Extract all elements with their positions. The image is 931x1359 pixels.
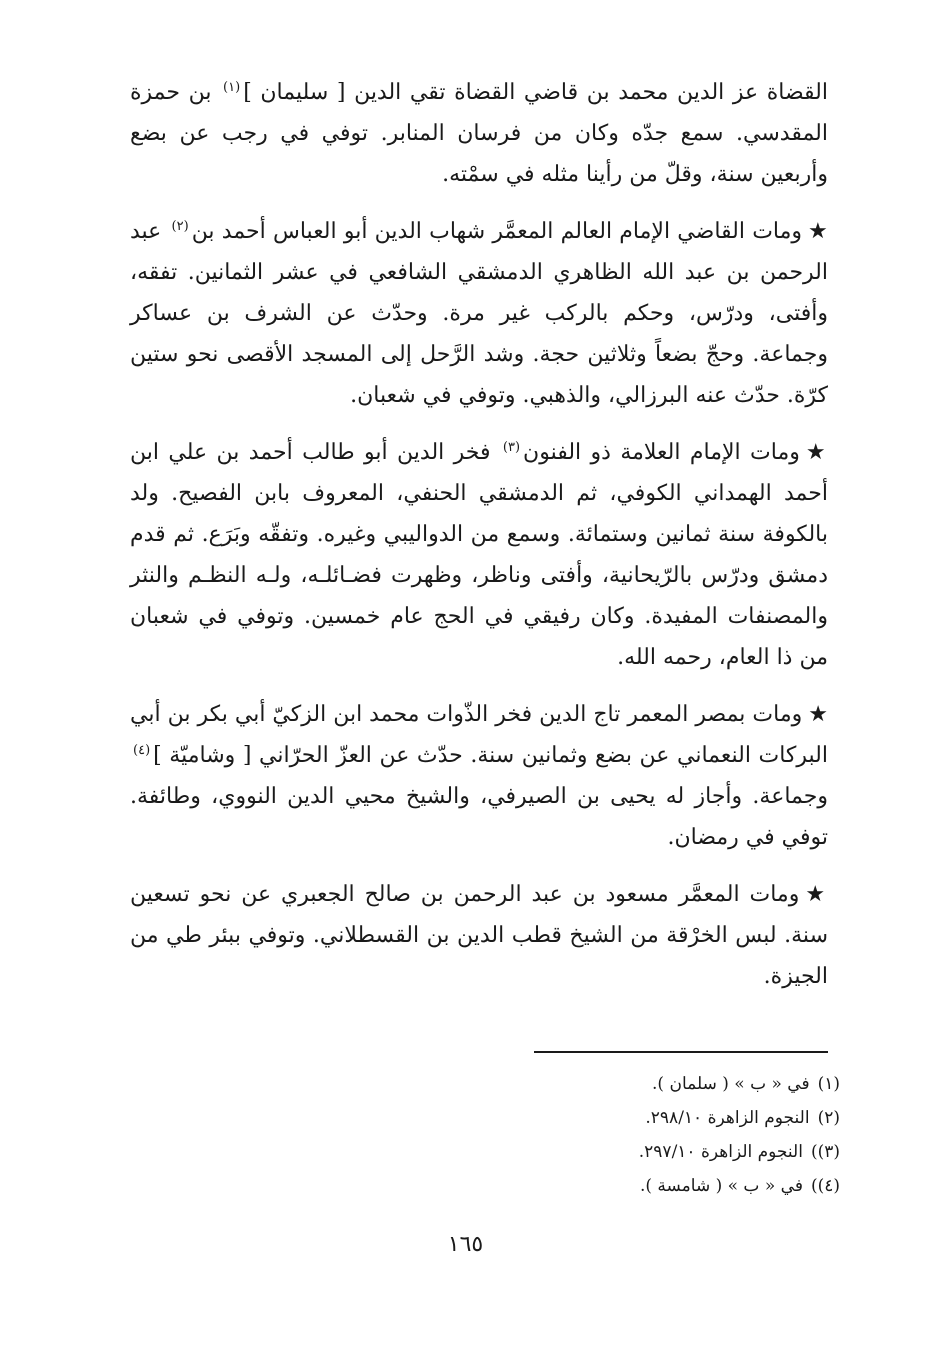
paragraph-text: عبد الرحمن بن عبد الله الظاهري الدمشقي الشافعي في عشر الثمانين. تفقه، وأفتى، ودرّس، وحكم بالركب غير مرة. وحدّث عن الشرف بن عساكر وجماعة. وحجّ بضعاً وثلاثين حجة. وشد الرَّحل إلى المسجد الأقصى نحو ستين كرّة. حدّث عنه البرزالي، والذهبي. وتوفي في شعبان. [130,219,828,408]
footnote-number: (٢) [817,1108,840,1128]
footnote-4 [430,1169,840,1203]
paragraph-5 [130,874,828,997]
footnote-text: في « ب » ( شامسة ). [639,1176,803,1196]
paragraph-2 [130,211,828,416]
footnote-text: النجوم الزاهرة ٢٩٨/١٠. [645,1108,810,1128]
star-bullet: ★ [805,440,828,465]
footnote-divider [534,1051,828,1053]
footnote-marker: (٣) [502,439,521,455]
star-bullet: ★ [808,219,828,244]
paragraph-text: ومات القاضي الإمام العالم المعمَّر شهاب الدين أبو العباس أحمد بن [191,219,803,244]
paragraph-text: وجماعة. وأجاز له يحيى بن الصيرفي، والشيخ محيي الدين النووي، وطائفة. توفي في رمضان. [130,784,828,850]
paragraph-text: القضاة عز الدين محمد بن قاضي القضاة تقي الدين [ سليمان ] [243,80,828,105]
paragraph-4 [130,694,828,858]
footnote-text: في « ب » ( سلمان ). [652,1074,810,1094]
paragraph-text: بن حمزة المقدسي. سمع جدّه وكان من فرسان المنابر. توفي في رجب عن بضع وأربعين سنة، وقلّ من رأينا مثله في سمْته. [130,80,828,187]
star-bullet: ★ [808,702,828,727]
footnote-text: النجوم الزاهرة ٢٩٧/١٠. [638,1142,803,1162]
main-text [130,72,828,1013]
footnote-marker: (١) [223,79,241,95]
footnote-1 [430,1067,840,1101]
paragraph-text: فخر الدين أبو طالب أحمد بن علي ابن أحمد الهمداني الكوفي، ثم الدمشقي الحنفي، المعروف بابن الفصيح. ولد بالكوفة سنة ثمانين وستمائة. وسمع من الدواليبي وغيره. وتفقّه وبَرَع. ثم قدم دمشق ودرّس بالرّيحانية، وأفتى وناظر، وظهرت فضـائلـه، ولـه النظـم والنثر والمصنفات المفيدة. وكان رفيقي في الحج عام خمسين. وتوفي في شعبان من ذا العام، رحمه الله. [130,440,828,670]
footnote-number: (٣)) [810,1142,840,1162]
footnote-marker: (٢) [171,218,189,234]
paragraph-text: ومات الإمام العلامة ذو الفنون [523,440,800,465]
paragraph-text: ومات بمصر المعمر تاج الدين فخر الذّوات محمد ابن الزكيّ أبي بكر بن أبي البركات النعماني عن بضع وثمانين سنة. حدّث عن العزّ الحرّاني [ وشاميّة ] [130,702,828,768]
paragraph-1 [130,72,828,195]
footnote-number: (٤)) [810,1176,840,1196]
footnote-marker: (٤) [133,742,151,758]
paragraph-text: ومات المعمَّر مسعود بن عبد الرحمن بن صالح الجعبري عن نحو تسعين سنة. لبس الخرْقة من الشيخ قطب الدين بن القسطلاني. وتوفي ببئر طي من الجيزة. [130,882,828,989]
paragraph-3 [130,432,828,678]
footnotes [430,1067,840,1203]
star-bullet: ★ [805,882,828,907]
page-number: ١٦٥ [447,1232,484,1257]
footnote-number: (١) [817,1074,840,1094]
footnote-2 [430,1101,840,1135]
footnote-3 [430,1135,840,1169]
